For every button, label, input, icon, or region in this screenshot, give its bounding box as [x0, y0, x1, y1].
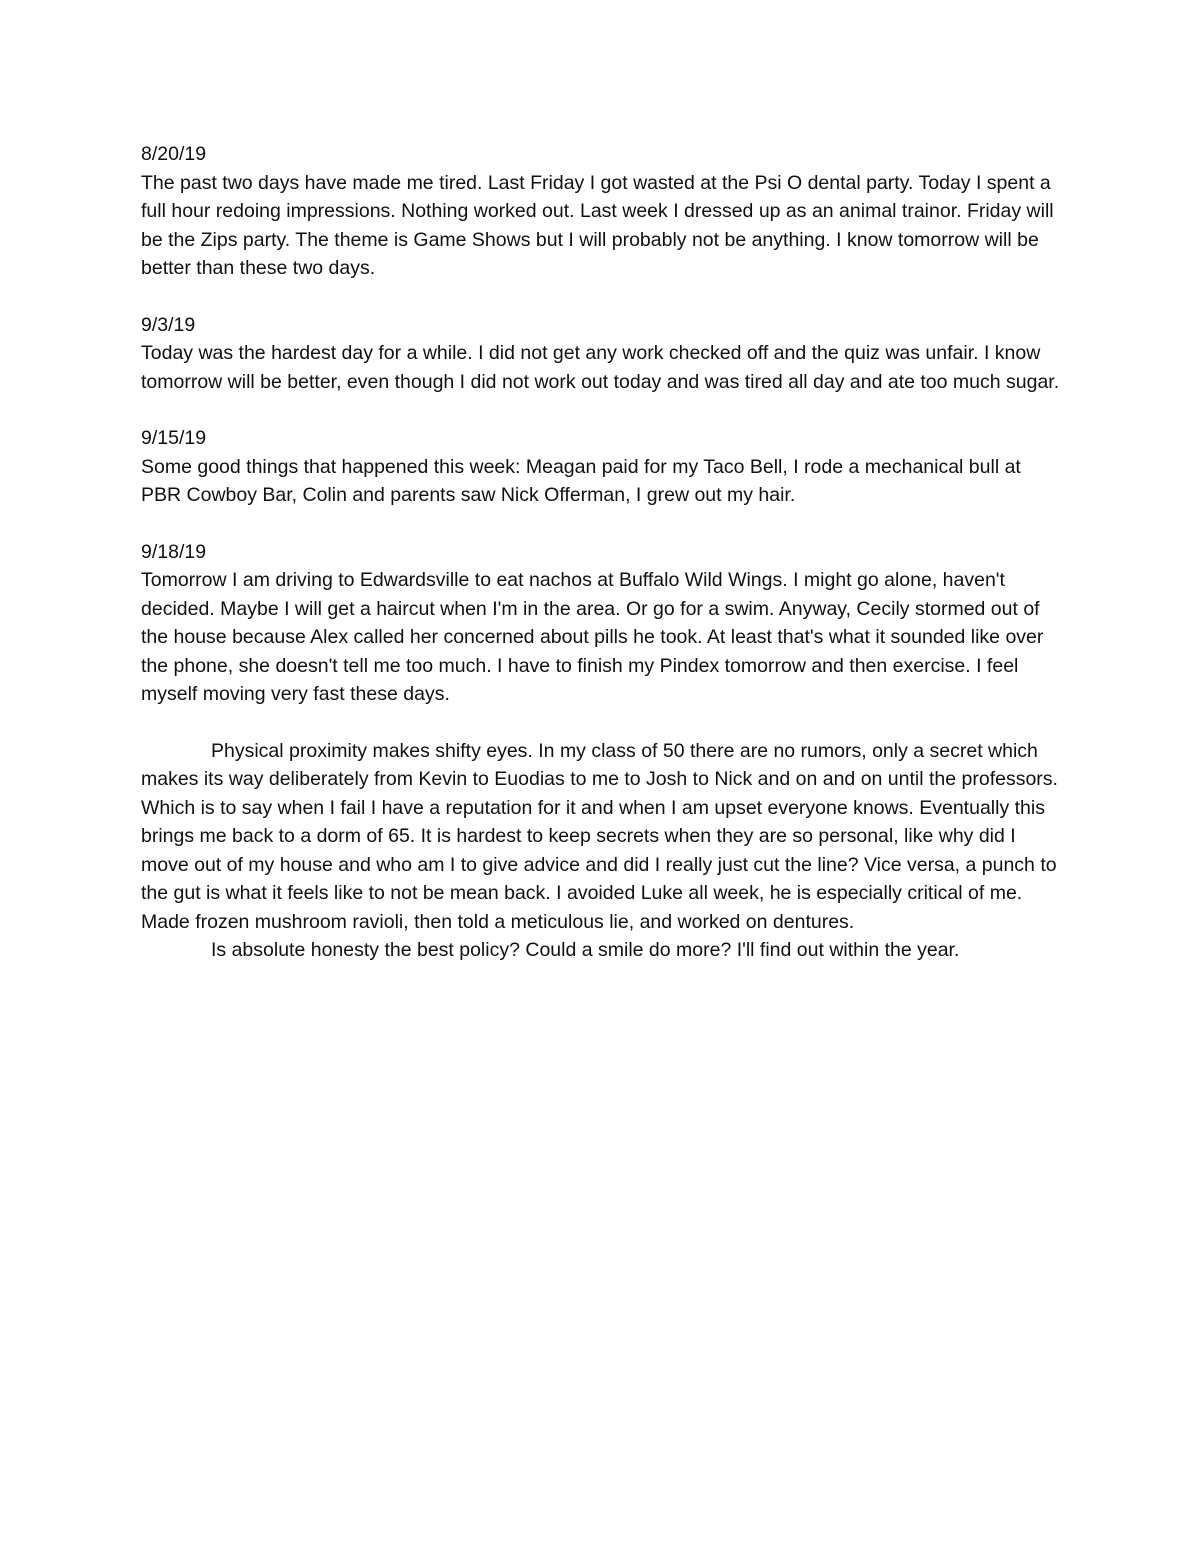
journal-body	[141, 140, 1066, 965]
entry-text: The past two days have made me tired. Last Friday I got wasted at the Psi O dental party. Today I spent a full hour redoing impressions. Nothing worked out. Last week I dressed up as an animal trainor. Friday will be the Zips party. The theme is Game Shows but I will probably not be anything. I know tomorrow will be better than these two days.	[141, 171, 1054, 279]
journal-entry	[141, 424, 1066, 510]
entry-date: 9/15/19	[141, 427, 207, 449]
journal-entry	[141, 538, 1066, 709]
journal-entry	[141, 311, 1066, 397]
entry-text: Today was the hardest day for a while. I did not get any work checked off and the quiz was unfair. I know tomorrow will be better, even though I did not work out today and was tired all day and ate too much sugar.	[141, 342, 1060, 393]
journal-entry	[141, 140, 1066, 283]
essay-paragraph: Is absolute honesty the best policy? Could a smile do more? I'll find out within the year.	[211, 939, 960, 961]
entry-text: Tomorrow I am driving to Edwardsville to eat nachos at Buffalo Wild Wings. I might go alone, haven't decided. Maybe I will get a haircut when I'm in the area. Or go for a swim. Anyway, Cecily stormed out of the house because Alex called her concerned about pills he took. At least that's what it sounded like over the phone, she doesn't tell me too much. I have to finish my Pindex tomorrow and then exercise. I feel myself moving very fast these days.	[141, 569, 1044, 705]
essay-paragraph: Physical proximity makes shifty eyes. In my class of 50 there are no rumors, only a secret which makes its way deliberately from Kevin to Euodias to me to Josh to Nick and on and on until the professors. Which is to say when I fail I have a reputation for it and when I am upset everyone knows. Eventually this brings me back to a dorm of 65. It is hardest to keep secrets when they are so personal, like why did I move out of my house and who am I to give advice and did I really just cut the line? Vice versa, a punch to the gut is what it feels like to not be mean back. I avoided Luke all week, he is especially critical of me. Made frozen mushroom ravioli, then told a meticulous lie, and worked on dentures.	[141, 739, 1058, 933]
entry-date: 9/18/19	[141, 540, 207, 563]
entry-date: 9/3/19	[141, 313, 196, 336]
entry-text: Some good things that happened this week: Meagan paid for my Taco Bell, I rode a mechanical bull at PBR Cowboy Bar, Colin and parents saw Nick Offerman, I grew out my hair.	[141, 455, 1021, 506]
essay-section	[141, 737, 1066, 965]
entry-date: 8/20/19	[141, 143, 207, 165]
